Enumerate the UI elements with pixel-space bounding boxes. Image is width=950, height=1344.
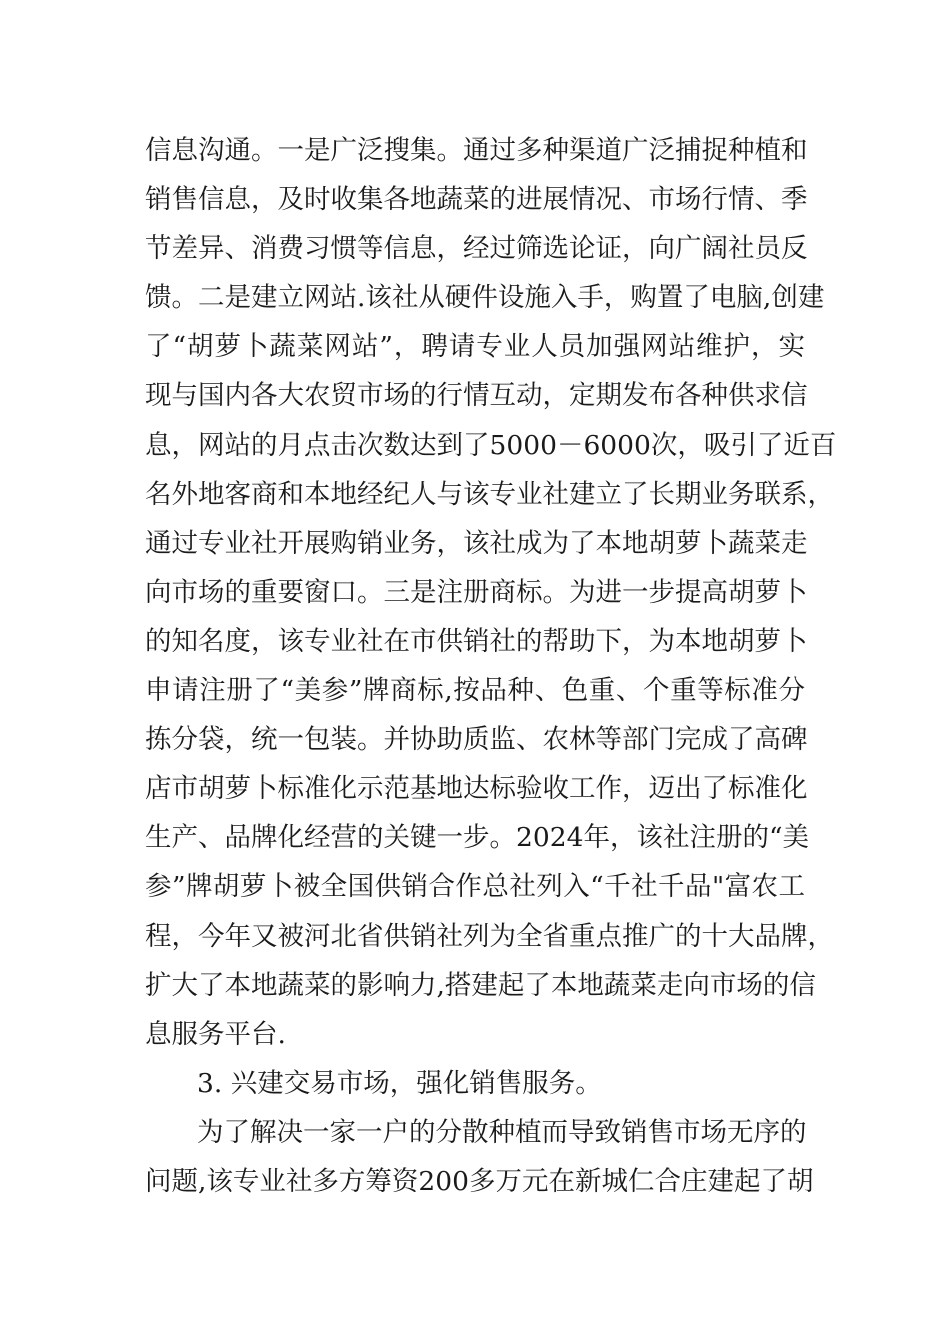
text-line: 名外地客商和本地经纪人与该专业社建立了长期业务联系， <box>145 478 834 510</box>
text-line: 销售信息，及时收集各地蔬菜的进展情况、市场行情、季 <box>145 184 808 216</box>
text-line: 馈。二是建立网站.该社从硬件设施入手，购置了电脑,创建 <box>145 282 825 314</box>
text-line: 向市场的重要窗口。三是注册商标。为进一步提高胡萝卜 <box>145 576 808 608</box>
paragraph-information-service <box>145 126 837 1059</box>
text-line: 现与国内各大农贸市场的行情互动，定期发布各种供求信 <box>145 380 808 412</box>
text-line: 的知名度，该专业社在市供销社的帮助下，为本地胡萝卜 <box>145 625 808 657</box>
text-line: 节差异、消费习惯等信息，经过筛选论证，向广阔社员反 <box>145 233 808 265</box>
text-line: 程，今年又被河北省供销社列为全省重点推广的十大品牌， <box>145 920 834 952</box>
text-line: 扩大了本地蔬菜的影响力,搭建起了本地蔬菜走向市场的信 <box>145 969 816 1001</box>
text-line: 参”牌胡萝卜被全国供销合作总社列入“千社千品"富农工 <box>145 871 805 903</box>
paragraph-trading-market <box>145 1108 814 1206</box>
text-line: 生产、品牌化经营的关键一步。2024年，该社注册的“美 <box>145 822 809 854</box>
text-line: 息，网站的月点击次数达到了5000－6000次，吸引了近百 <box>145 429 837 461</box>
section-heading-3 <box>145 1059 805 1108</box>
text-line: 问题,该专业社多方筹资200多万元在新城仁合庄建起了胡 <box>145 1165 814 1197</box>
section-heading: 3. 兴建交易市场，强化销售服务。 <box>197 1067 602 1099</box>
text-line: 店市胡萝卜标准化示范基地达标验收工作，迈出了标准化 <box>145 773 808 805</box>
text-line: 通过专业社开展购销业务，该社成为了本地胡萝卜蔬菜走 <box>145 527 808 559</box>
text-line: 申请注册了“美参”牌商标,按品种、色重、个重等标准分 <box>145 675 805 707</box>
text-line-last: 息服务平台. <box>145 1018 286 1050</box>
document-body <box>145 126 837 1206</box>
text-line-first: 为了解决一家一户的分散种植而导致销售市场无序的 <box>197 1116 807 1148</box>
text-line: 信息沟通。一是广泛搜集。通过多种渠道广泛捕捉种植和 <box>145 135 808 166</box>
text-line: 了“胡萝卜蔬菜网站”，聘请专业人员加强网站维护，实 <box>145 331 805 363</box>
text-line: 拣分袋，统一包装。并协助质监、农林等部门完成了高碑 <box>145 724 808 756</box>
